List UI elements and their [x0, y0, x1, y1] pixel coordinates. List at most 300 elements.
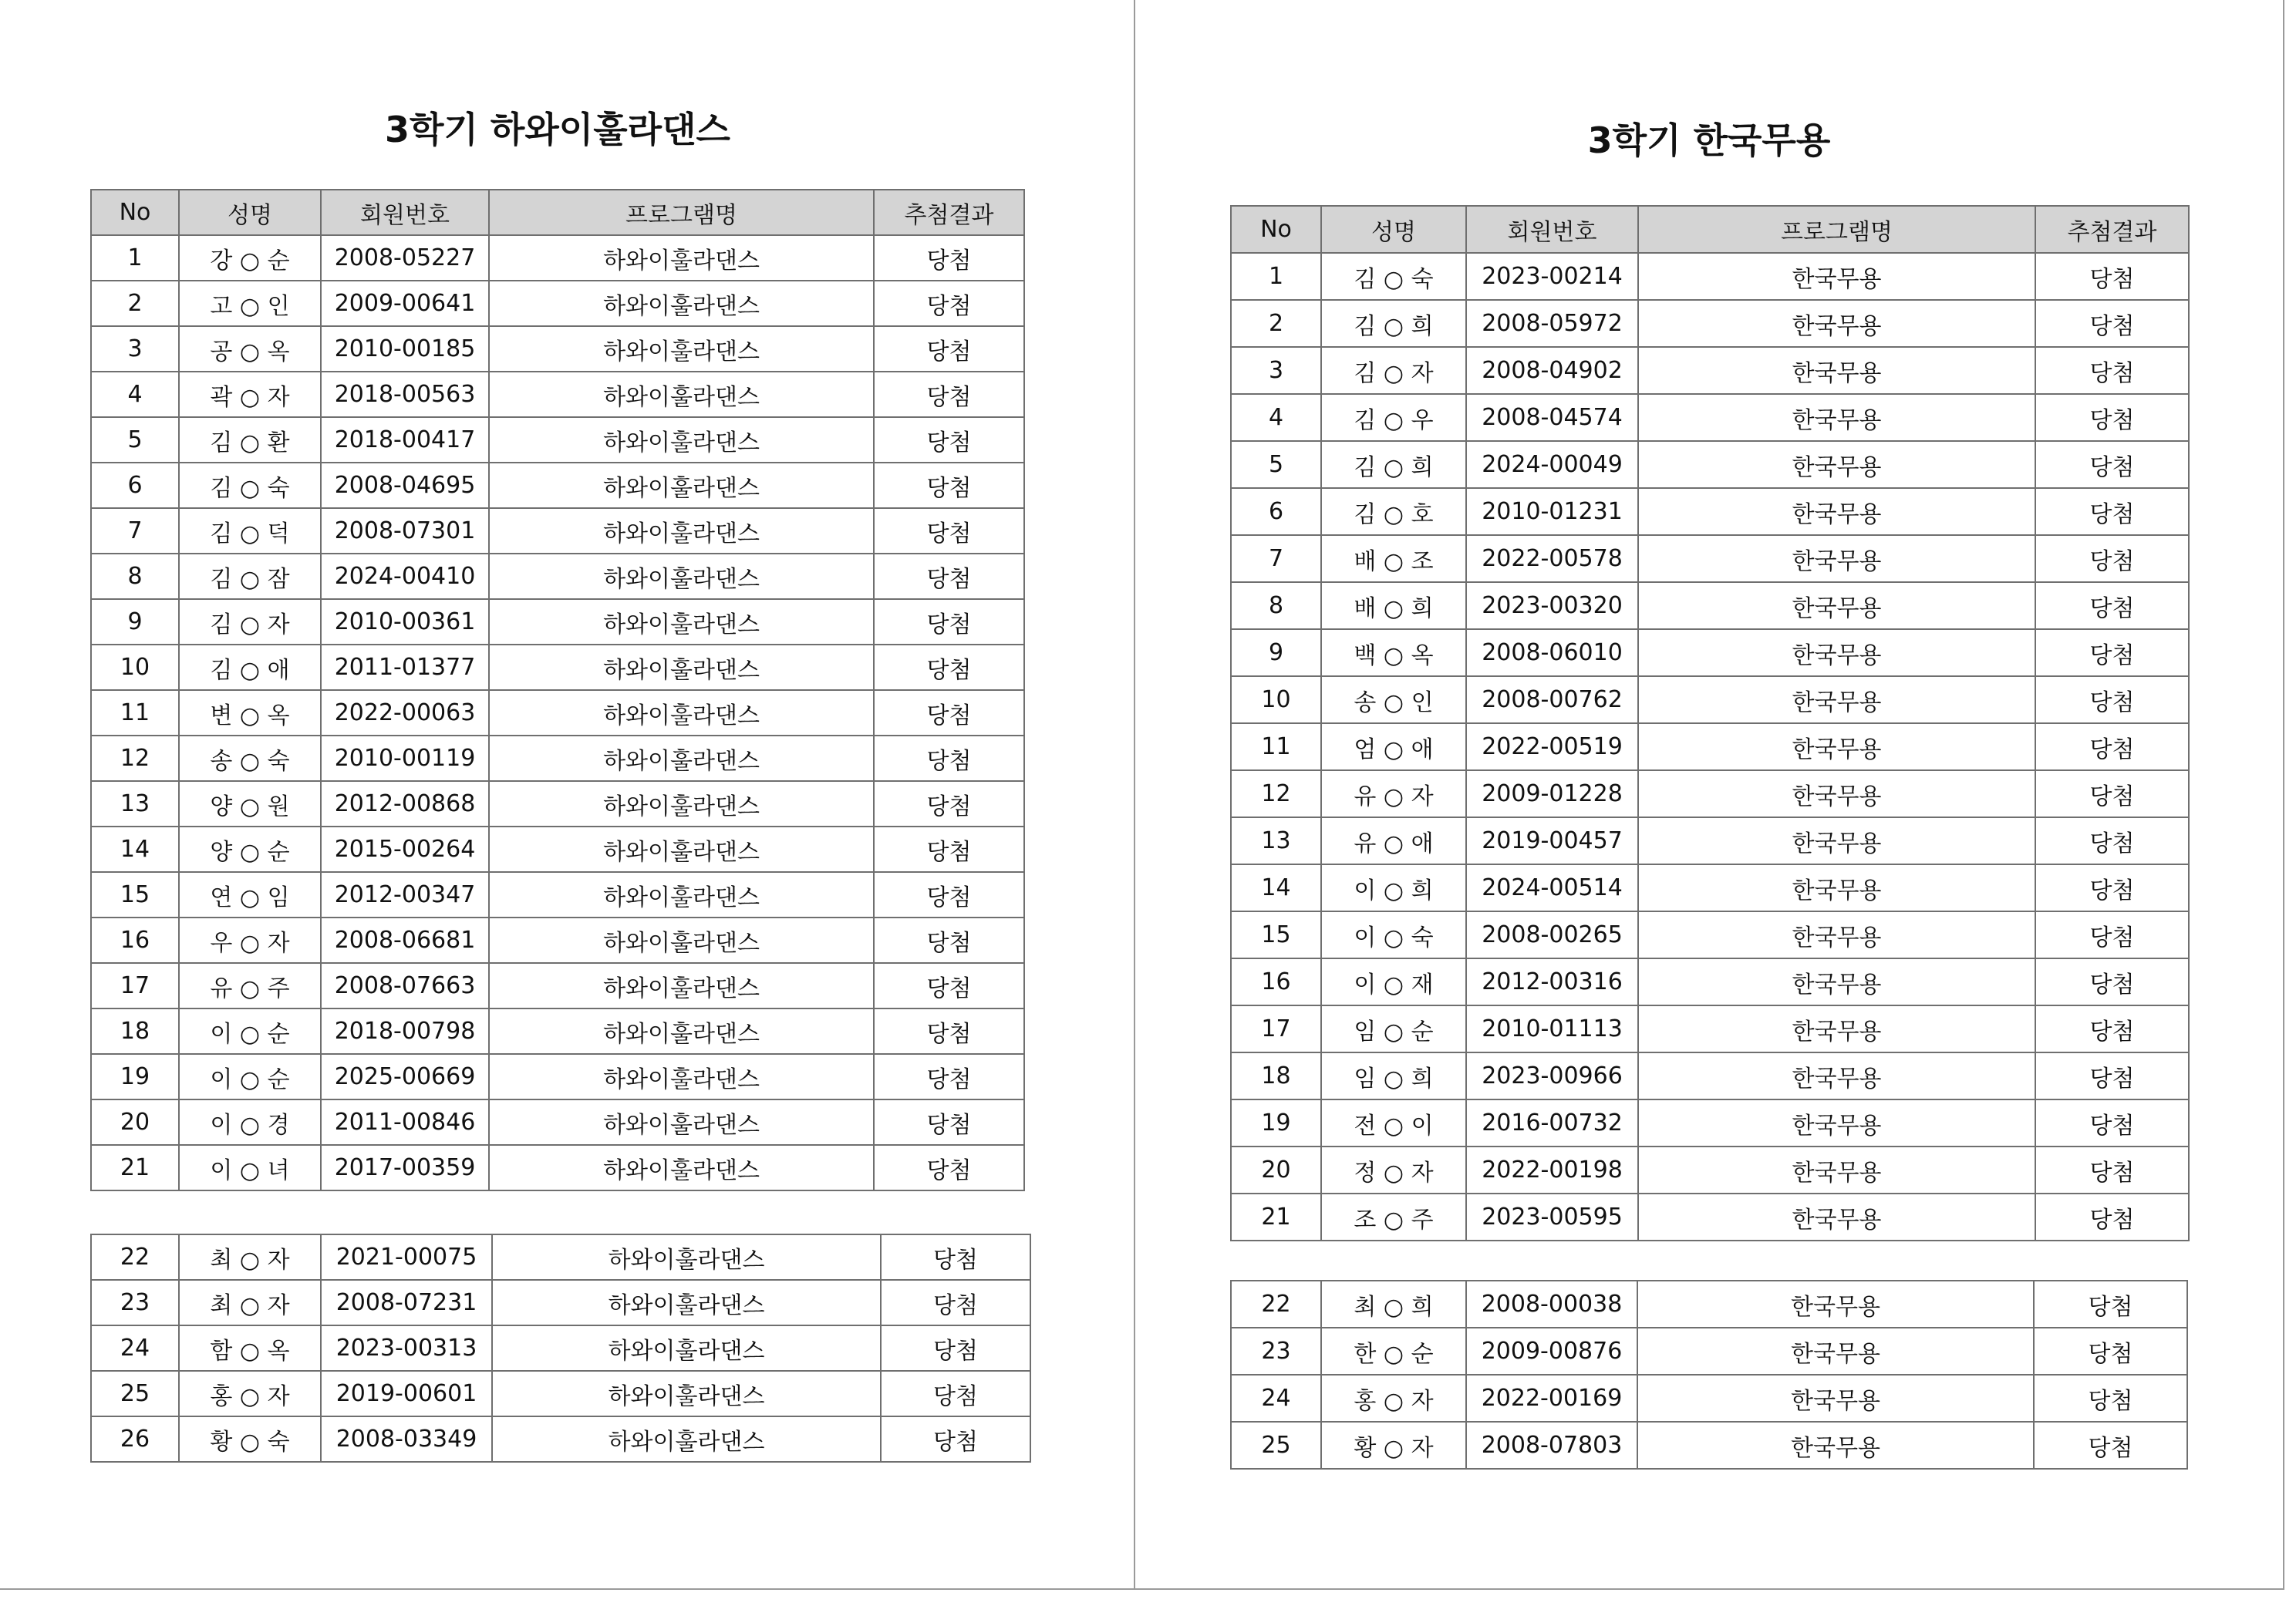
table-row: [1231, 817, 2189, 864]
cell-result: 당첨: [874, 417, 1024, 463]
cell-result: 당첨: [2035, 1052, 2189, 1099]
cell-result: 당첨: [2034, 1328, 2187, 1375]
cell-result: 당첨: [874, 554, 1024, 599]
cell-result: 당첨: [881, 1325, 1030, 1371]
cell-result: 당첨: [874, 645, 1024, 690]
cell-program: 한국무용: [1637, 1328, 2034, 1375]
cell-program: 하와이훌라댄스: [489, 1054, 874, 1099]
cell-member-id: 2010-00119: [321, 736, 489, 781]
page-edge: [2283, 0, 2284, 1590]
cell-no: 22: [1231, 1281, 1321, 1328]
cell-program: 하와이훌라댄스: [492, 1280, 881, 1325]
table-row: [1231, 347, 2189, 394]
cell-no: 11: [1231, 723, 1321, 770]
table-row: [1231, 1005, 2189, 1052]
cell-member-id: 2023-00966: [1466, 1052, 1638, 1099]
cell-no: 14: [91, 827, 179, 872]
lottery-result-table-continued: [90, 1234, 1031, 1463]
table-row: [91, 417, 1024, 463]
cell-member-id: 2012-00868: [321, 781, 489, 827]
table-row: [91, 963, 1024, 1008]
cell-member-id: 2016-00732: [1466, 1099, 1638, 1147]
cell-no: 24: [1231, 1375, 1321, 1422]
header-member-id: 회원번호: [321, 190, 489, 235]
cell-member-id: 2022-00169: [1466, 1375, 1637, 1422]
cell-member-id: 2012-00316: [1466, 958, 1638, 1005]
table-row: [91, 1008, 1024, 1054]
cell-no: 26: [91, 1416, 179, 1462]
cell-program: 하와이훌라댄스: [492, 1325, 881, 1371]
cell-name: 김 ○ 숙: [179, 463, 321, 508]
table-row: [91, 1099, 1024, 1145]
lottery-result-table: [90, 189, 1025, 1191]
table-row: [91, 736, 1024, 781]
cell-program: 하와이훌라댄스: [489, 918, 874, 963]
table-row: [1231, 300, 2189, 347]
table-row: [1231, 394, 2189, 441]
cell-name: 강 ○ 순: [179, 235, 321, 281]
cell-name: 김 ○ 희: [1321, 441, 1466, 488]
cell-name: 배 ○ 조: [1321, 535, 1466, 582]
cell-no: 2: [91, 281, 179, 326]
cell-program: 하와이훌라댄스: [489, 1099, 874, 1145]
table-row: [1231, 1375, 2187, 1422]
cell-name: 김 ○ 자: [179, 599, 321, 645]
table-row: [1231, 1147, 2189, 1194]
cell-member-id: 2008-03349: [321, 1416, 492, 1462]
cell-result: 당첨: [2034, 1375, 2187, 1422]
cell-no: 10: [91, 645, 179, 690]
cell-result: 당첨: [874, 235, 1024, 281]
cell-result: 당첨: [874, 599, 1024, 645]
cell-member-id: 2015-00264: [321, 827, 489, 872]
cell-program: 한국무용: [1638, 1005, 2035, 1052]
table-row: [1231, 1422, 2187, 1469]
cell-member-id: 2008-05227: [321, 235, 489, 281]
cell-program: 하와이훌라댄스: [489, 463, 874, 508]
cell-result: 당첨: [2035, 1005, 2189, 1052]
cell-program: 한국무용: [1638, 864, 2035, 911]
cell-member-id: 2023-00595: [1466, 1194, 1638, 1241]
cell-no: 3: [91, 326, 179, 372]
cell-result: 당첨: [874, 1008, 1024, 1054]
cell-result: 당첨: [2035, 864, 2189, 911]
cell-member-id: 2008-07301: [321, 508, 489, 554]
cell-name: 이 ○ 재: [1321, 958, 1466, 1005]
cell-name: 이 ○ 순: [179, 1054, 321, 1099]
cell-program: 한국무용: [1638, 347, 2035, 394]
cell-program: 한국무용: [1638, 488, 2035, 535]
header-no: No: [91, 190, 179, 235]
cell-member-id: 2018-00417: [321, 417, 489, 463]
cell-program: 한국무용: [1638, 958, 2035, 1005]
cell-member-id: 2012-00347: [321, 872, 489, 918]
cell-member-id: 2017-00359: [321, 1145, 489, 1190]
cell-name: 최 ○ 자: [179, 1234, 321, 1280]
cell-name: 김 ○ 숙: [1321, 253, 1466, 300]
cell-member-id: 2008-06681: [321, 918, 489, 963]
cell-member-id: 2018-00563: [321, 372, 489, 417]
table-row: [91, 599, 1024, 645]
cell-name: 공 ○ 옥: [179, 326, 321, 372]
cell-no: 8: [1231, 582, 1321, 629]
cell-no: 18: [1231, 1052, 1321, 1099]
header-name: 성명: [179, 190, 321, 235]
cell-program: 한국무용: [1638, 1147, 2035, 1194]
cell-no: 1: [1231, 253, 1321, 300]
cell-result: 당첨: [2035, 394, 2189, 441]
table-row: [91, 872, 1024, 918]
cell-name: 최 ○ 희: [1321, 1281, 1466, 1328]
cell-member-id: 2009-00641: [321, 281, 489, 326]
cell-no: 16: [1231, 958, 1321, 1005]
cell-result: 당첨: [2035, 347, 2189, 394]
cell-member-id: 2023-00214: [1466, 253, 1638, 300]
cell-result: 당첨: [2035, 1147, 2189, 1194]
cell-no: 21: [91, 1145, 179, 1190]
cell-no: 2: [1231, 300, 1321, 347]
cell-member-id: 2008-07663: [321, 963, 489, 1008]
cell-program: 한국무용: [1638, 1052, 2035, 1099]
lottery-result-table: [1230, 205, 2190, 1241]
table-row: [91, 1416, 1030, 1462]
table-row: [1231, 629, 2189, 676]
cell-member-id: 2009-01228: [1466, 770, 1638, 817]
table-row: [1231, 488, 2189, 535]
cell-member-id: 2022-00519: [1466, 723, 1638, 770]
cell-no: 10: [1231, 676, 1321, 723]
cell-program: 한국무용: [1638, 817, 2035, 864]
cell-result: 당첨: [2035, 441, 2189, 488]
cell-member-id: 2010-00185: [321, 326, 489, 372]
cell-result: 당첨: [874, 736, 1024, 781]
cell-result: 당첨: [874, 872, 1024, 918]
cell-program: 한국무용: [1638, 911, 2035, 958]
cell-result: 당첨: [874, 918, 1024, 963]
cell-result: 당첨: [874, 372, 1024, 417]
cell-no: 7: [1231, 535, 1321, 582]
header-program: 프로그램명: [489, 190, 874, 235]
cell-member-id: 2011-01377: [321, 645, 489, 690]
cell-name: 김 ○ 희: [1321, 300, 1466, 347]
table-row: [91, 645, 1024, 690]
table-row: [91, 690, 1024, 736]
cell-no: 20: [1231, 1147, 1321, 1194]
header-name: 성명: [1321, 206, 1466, 253]
cell-result: 당첨: [881, 1416, 1030, 1462]
header-result: 추첨결과: [874, 190, 1024, 235]
cell-member-id: 2022-00198: [1466, 1147, 1638, 1194]
header-program: 프로그램명: [1638, 206, 2035, 253]
cell-program: 한국무용: [1638, 629, 2035, 676]
cell-name: 백 ○ 옥: [1321, 629, 1466, 676]
table-row: [91, 326, 1024, 372]
cell-result: 당첨: [2035, 723, 2189, 770]
cell-program: 한국무용: [1638, 770, 2035, 817]
cell-name: 변 ○ 옥: [179, 690, 321, 736]
cell-program: 하와이훌라댄스: [489, 417, 874, 463]
cell-name: 우 ○ 자: [179, 918, 321, 963]
cell-name: 임 ○ 순: [1321, 1005, 1466, 1052]
table-row: [1231, 723, 2189, 770]
cell-member-id: 2011-00846: [321, 1099, 489, 1145]
cell-program: 한국무용: [1637, 1375, 2034, 1422]
cell-member-id: 2008-06010: [1466, 629, 1638, 676]
header-result: 추첨결과: [2035, 206, 2189, 253]
cell-no: 13: [1231, 817, 1321, 864]
table-row: [1231, 1099, 2189, 1147]
cell-name: 유 ○ 애: [1321, 817, 1466, 864]
cell-member-id: 2025-00669: [321, 1054, 489, 1099]
table-row: [1231, 582, 2189, 629]
table-row: [91, 1145, 1024, 1190]
cell-name: 송 ○ 인: [1321, 676, 1466, 723]
cell-program: 한국무용: [1638, 582, 2035, 629]
page-divider: [1134, 0, 1135, 1590]
table-row: [1231, 1281, 2187, 1328]
page-bottom-edge: [0, 1588, 2284, 1590]
cell-program: 하와이훌라댄스: [492, 1416, 881, 1462]
cell-result: 당첨: [874, 690, 1024, 736]
cell-program: 한국무용: [1638, 300, 2035, 347]
cell-name: 김 ○ 우: [1321, 394, 1466, 441]
cell-name: 이 ○ 순: [179, 1008, 321, 1054]
cell-member-id: 2023-00313: [321, 1325, 492, 1371]
cell-no: 19: [1231, 1099, 1321, 1147]
cell-name: 임 ○ 희: [1321, 1052, 1466, 1099]
cell-member-id: 2008-07803: [1466, 1422, 1637, 1469]
table-row: [91, 1054, 1024, 1099]
cell-member-id: 2024-00049: [1466, 441, 1638, 488]
table-row: [91, 918, 1024, 963]
cell-program: 한국무용: [1637, 1281, 2034, 1328]
cell-member-id: 2008-00265: [1466, 911, 1638, 958]
cell-program: 하와이훌라댄스: [489, 827, 874, 872]
cell-member-id: 2010-01113: [1466, 1005, 1638, 1052]
cell-no: 17: [91, 963, 179, 1008]
table-row: [91, 281, 1024, 326]
cell-no: 8: [91, 554, 179, 599]
cell-name: 전 ○ 이: [1321, 1099, 1466, 1147]
cell-name: 이 ○ 녀: [179, 1145, 321, 1190]
cell-program: 한국무용: [1638, 723, 2035, 770]
cell-result: 당첨: [2035, 300, 2189, 347]
cell-program: 하와이훌라댄스: [489, 1008, 874, 1054]
cell-result: 당첨: [2035, 535, 2189, 582]
cell-program: 한국무용: [1638, 1194, 2035, 1241]
cell-member-id: 2008-00038: [1466, 1281, 1637, 1328]
table-row: [1231, 676, 2189, 723]
cell-member-id: 2018-00798: [321, 1008, 489, 1054]
cell-no: 20: [91, 1099, 179, 1145]
cell-no: 9: [1231, 629, 1321, 676]
cell-program: 하와이훌라댄스: [489, 508, 874, 554]
cell-program: 한국무용: [1638, 394, 2035, 441]
cell-member-id: 2022-00578: [1466, 535, 1638, 582]
table-header-row: [1231, 206, 2189, 253]
table-header-row: [91, 190, 1024, 235]
cell-program: 한국무용: [1638, 535, 2035, 582]
cell-member-id: 2008-00762: [1466, 676, 1638, 723]
cell-no: 5: [91, 417, 179, 463]
table-row: [1231, 1328, 2187, 1375]
cell-member-id: 2008-04574: [1466, 394, 1638, 441]
cell-member-id: 2024-00410: [321, 554, 489, 599]
cell-name: 양 ○ 순: [179, 827, 321, 872]
cell-no: 25: [91, 1371, 179, 1416]
cell-result: 당첨: [2035, 1099, 2189, 1147]
cell-no: 6: [91, 463, 179, 508]
cell-no: 7: [91, 508, 179, 554]
table-row: [91, 1371, 1030, 1416]
table-row: [91, 1325, 1030, 1371]
cell-name: 김 ○ 호: [1321, 488, 1466, 535]
cell-result: 당첨: [881, 1371, 1030, 1416]
cell-result: 당첨: [874, 963, 1024, 1008]
header-no: No: [1231, 206, 1321, 253]
cell-member-id: 2008-05972: [1466, 300, 1638, 347]
cell-name: 김 ○ 환: [179, 417, 321, 463]
cell-no: 25: [1231, 1422, 1321, 1469]
table-row: [1231, 958, 2189, 1005]
cell-member-id: 2024-00514: [1466, 864, 1638, 911]
cell-no: 9: [91, 599, 179, 645]
cell-member-id: 2009-00876: [1466, 1328, 1637, 1375]
page-title: 3학기 한국무용: [1587, 120, 1831, 161]
cell-name: 엄 ○ 애: [1321, 723, 1466, 770]
cell-result: 당첨: [874, 1054, 1024, 1099]
cell-program: 하와이훌라댄스: [492, 1234, 881, 1280]
cell-member-id: 2023-00320: [1466, 582, 1638, 629]
cell-name: 배 ○ 희: [1321, 582, 1466, 629]
cell-member-id: 2008-07231: [321, 1280, 492, 1325]
cell-result: 당첨: [874, 463, 1024, 508]
cell-name: 이 ○ 희: [1321, 864, 1466, 911]
cell-program: 한국무용: [1638, 1099, 2035, 1147]
cell-result: 당첨: [2035, 676, 2189, 723]
cell-result: 당첨: [2035, 253, 2189, 300]
table-row: [91, 1234, 1030, 1280]
cell-result: 당첨: [874, 827, 1024, 872]
cell-no: 16: [91, 918, 179, 963]
cell-no: 4: [91, 372, 179, 417]
cell-result: 당첨: [881, 1234, 1030, 1280]
cell-name: 한 ○ 순: [1321, 1328, 1466, 1375]
table-row: [91, 463, 1024, 508]
cell-no: 19: [91, 1054, 179, 1099]
cell-program: 하와이훌라댄스: [489, 781, 874, 827]
cell-name: 조 ○ 주: [1321, 1194, 1466, 1241]
cell-result: 당첨: [2035, 817, 2189, 864]
cell-name: 황 ○ 자: [1321, 1422, 1466, 1469]
cell-program: 하와이훌라댄스: [489, 736, 874, 781]
cell-program: 한국무용: [1638, 441, 2035, 488]
cell-program: 하와이훌라댄스: [489, 372, 874, 417]
cell-result: 당첨: [2034, 1281, 2187, 1328]
cell-name: 함 ○ 옥: [179, 1325, 321, 1371]
table-row: [91, 508, 1024, 554]
cell-name: 정 ○ 자: [1321, 1147, 1466, 1194]
cell-result: 당첨: [881, 1280, 1030, 1325]
table-row: [91, 781, 1024, 827]
cell-no: 17: [1231, 1005, 1321, 1052]
cell-member-id: 2019-00601: [321, 1371, 492, 1416]
cell-no: 21: [1231, 1194, 1321, 1241]
cell-program: 한국무용: [1638, 676, 2035, 723]
table-row: [1231, 770, 2189, 817]
cell-program: 한국무용: [1638, 253, 2035, 300]
cell-name: 김 ○ 애: [179, 645, 321, 690]
cell-result: 당첨: [2035, 629, 2189, 676]
cell-no: 12: [91, 736, 179, 781]
header-member-id: 회원번호: [1466, 206, 1638, 253]
table-row: [1231, 253, 2189, 300]
table-row: [91, 235, 1024, 281]
cell-name: 연 ○ 임: [179, 872, 321, 918]
table-row: [1231, 441, 2189, 488]
cell-no: 3: [1231, 347, 1321, 394]
cell-no: 13: [91, 781, 179, 827]
lottery-result-table-continued: [1230, 1280, 2188, 1470]
cell-result: 당첨: [874, 281, 1024, 326]
cell-program: 하와이훌라댄스: [489, 599, 874, 645]
cell-member-id: 2010-01231: [1466, 488, 1638, 535]
cell-name: 최 ○ 자: [179, 1280, 321, 1325]
cell-name: 황 ○ 숙: [179, 1416, 321, 1462]
cell-name: 양 ○ 원: [179, 781, 321, 827]
cell-name: 홍 ○ 자: [179, 1371, 321, 1416]
cell-no: 15: [1231, 911, 1321, 958]
cell-member-id: 2021-00075: [321, 1234, 492, 1280]
cell-name: 고 ○ 인: [179, 281, 321, 326]
cell-member-id: 2019-00457: [1466, 817, 1638, 864]
cell-result: 당첨: [2035, 958, 2189, 1005]
cell-name: 김 ○ 자: [1321, 347, 1466, 394]
cell-no: 24: [91, 1325, 179, 1371]
cell-name: 유 ○ 주: [179, 963, 321, 1008]
cell-member-id: 2010-00361: [321, 599, 489, 645]
table-row: [1231, 864, 2189, 911]
table-row: [1231, 535, 2189, 582]
cell-result: 당첨: [874, 508, 1024, 554]
cell-no: 11: [91, 690, 179, 736]
table-row: [91, 827, 1024, 872]
cell-result: 당첨: [874, 326, 1024, 372]
cell-program: 한국무용: [1637, 1422, 2034, 1469]
cell-name: 유 ○ 자: [1321, 770, 1466, 817]
cell-no: 6: [1231, 488, 1321, 535]
cell-member-id: 2008-04902: [1466, 347, 1638, 394]
table-row: [91, 554, 1024, 599]
cell-no: 23: [91, 1280, 179, 1325]
cell-program: 하와이훌라댄스: [489, 690, 874, 736]
cell-result: 당첨: [2035, 911, 2189, 958]
cell-name: 곽 ○ 자: [179, 372, 321, 417]
cell-result: 당첨: [2035, 582, 2189, 629]
cell-program: 하와이훌라댄스: [489, 1145, 874, 1190]
cell-no: 1: [91, 235, 179, 281]
cell-program: 하와이훌라댄스: [489, 872, 874, 918]
cell-name: 김 ○ 잠: [179, 554, 321, 599]
cell-no: 4: [1231, 394, 1321, 441]
cell-member-id: 2008-04695: [321, 463, 489, 508]
cell-no: 22: [91, 1234, 179, 1280]
cell-program: 하와이훌라댄스: [489, 554, 874, 599]
cell-program: 하와이훌라댄스: [489, 235, 874, 281]
table-row: [1231, 911, 2189, 958]
table-row: [1231, 1052, 2189, 1099]
cell-result: 당첨: [2035, 488, 2189, 535]
